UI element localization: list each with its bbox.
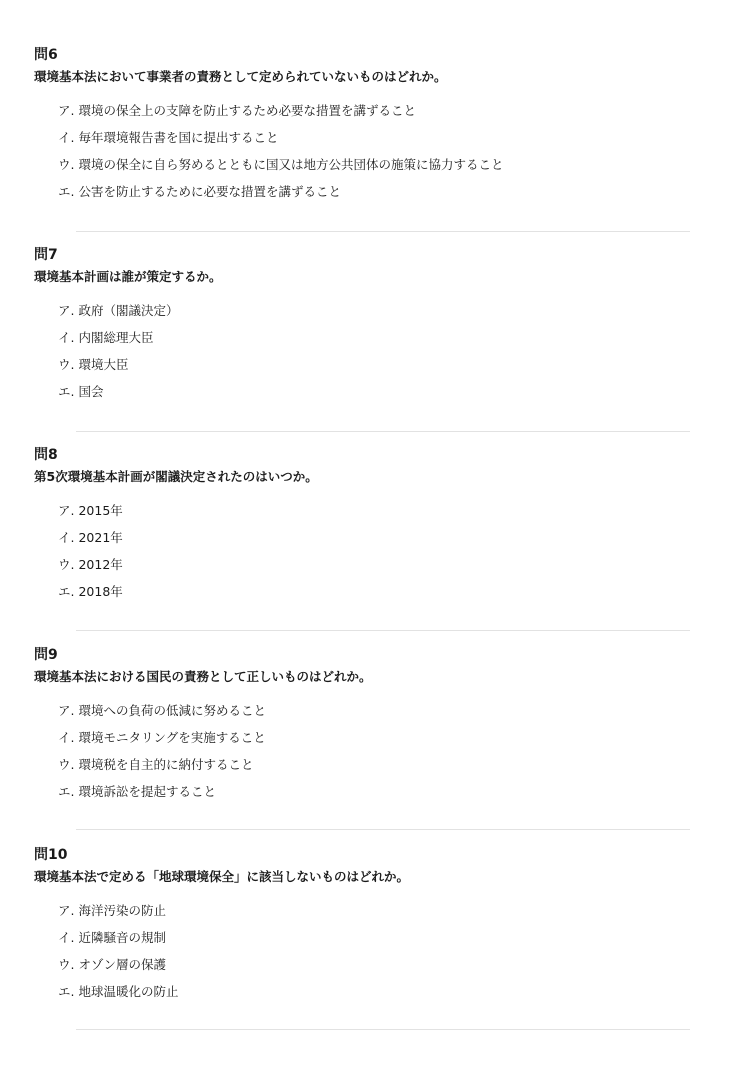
choice-list (58, 102, 504, 210)
choice-label: ウ. (58, 957, 75, 972)
choice-list (58, 702, 266, 810)
choice-text: 海洋汚染の防止 (78, 903, 166, 918)
choice-item (58, 983, 179, 1010)
choice-label: ウ. (58, 557, 75, 572)
choice-list (58, 502, 123, 610)
choice-label: イ. (58, 330, 75, 345)
choice-item (58, 302, 179, 329)
choice-item (58, 902, 179, 929)
question-divider (76, 630, 690, 631)
choice-text: オゾン層の保護 (78, 957, 166, 972)
choice-label: ア. (58, 303, 75, 318)
choice-item (58, 502, 123, 529)
choice-text: 環境モニタリングを実施すること (78, 730, 266, 745)
choice-label: ウ. (58, 357, 75, 372)
choice-text: 国会 (78, 384, 104, 399)
choice-text: 2012年 (78, 557, 123, 572)
choice-text: 内閣総理大臣 (78, 330, 154, 345)
choice-item (58, 329, 179, 356)
choice-label: エ. (58, 384, 75, 399)
choice-label: イ. (58, 530, 75, 545)
choice-item (58, 556, 123, 583)
choice-label: エ. (58, 584, 75, 599)
question-text: 環境基本法において事業者の責務として定められていないものはどれか。 (34, 69, 447, 84)
choice-text: 2021年 (78, 530, 123, 545)
choice-item (58, 383, 179, 410)
choice-label: ア. (58, 503, 75, 518)
question-text: 環境基本法における国民の責務として正しいものはどれか。 (34, 669, 372, 684)
choice-label: イ. (58, 730, 75, 745)
choice-text: 近隣騒音の規制 (78, 930, 166, 945)
choice-text: 環境の保全に自ら努めるとともに国又は地方公共団体の施策に協力すること (78, 157, 504, 172)
question-text: 環境基本法で定める「地球環境保全」に該当しないものはどれか。 (34, 869, 410, 884)
choice-text: 環境の保全上の支障を防止するため必要な措置を講ずること (78, 103, 416, 118)
question-divider (76, 431, 690, 432)
question-text: 環境基本計画は誰が策定するか。 (34, 269, 222, 284)
choice-label: ア. (58, 103, 75, 118)
question-divider (76, 829, 690, 830)
choice-text: 環境訴訟を提起すること (78, 784, 216, 799)
choice-label: ウ. (58, 157, 75, 172)
choice-list (58, 902, 179, 1010)
choice-text: 2018年 (78, 584, 123, 599)
question-divider (76, 231, 690, 232)
choice-text: 毎年環境報告書を国に提出すること (78, 130, 279, 145)
question-divider (76, 1029, 690, 1030)
question-number: 問6 (34, 47, 58, 63)
question-text: 第5次環境基本計画が閣議決定されたのはいつか。 (34, 469, 318, 484)
choice-text: 地球温暖化の防止 (78, 984, 179, 999)
choice-label: エ. (58, 984, 75, 999)
choice-item (58, 356, 179, 383)
question-number: 問9 (34, 647, 58, 663)
choice-item (58, 956, 179, 983)
choice-label: イ. (58, 130, 75, 145)
choice-item (58, 783, 266, 810)
choice-item (58, 102, 504, 129)
choice-label: エ. (58, 184, 75, 199)
choice-item (58, 529, 123, 556)
choice-item (58, 583, 123, 610)
choice-list (58, 302, 179, 410)
choice-item (58, 183, 504, 210)
choice-text: 公害を防止するために必要な措置を講ずること (78, 184, 341, 199)
choice-label: イ. (58, 930, 75, 945)
choice-label: ウ. (58, 757, 75, 772)
choice-item (58, 729, 266, 756)
question-number: 問10 (34, 847, 68, 863)
choice-item (58, 929, 179, 956)
choice-item (58, 129, 504, 156)
choice-text: 環境への負荷の低減に努めること (78, 703, 266, 718)
question-number: 問8 (34, 447, 58, 463)
choice-label: ア. (58, 703, 75, 718)
question-number: 問7 (34, 247, 58, 263)
choice-text: 政府（閣議決定） (78, 303, 179, 318)
choice-text: 2015年 (78, 503, 123, 518)
choice-text: 環境大臣 (78, 357, 129, 372)
choice-text: 環境税を自主的に納付すること (78, 757, 254, 772)
choice-item (58, 702, 266, 729)
choice-label: エ. (58, 784, 75, 799)
choice-item (58, 756, 266, 783)
choice-label: ア. (58, 903, 75, 918)
choice-item (58, 156, 504, 183)
